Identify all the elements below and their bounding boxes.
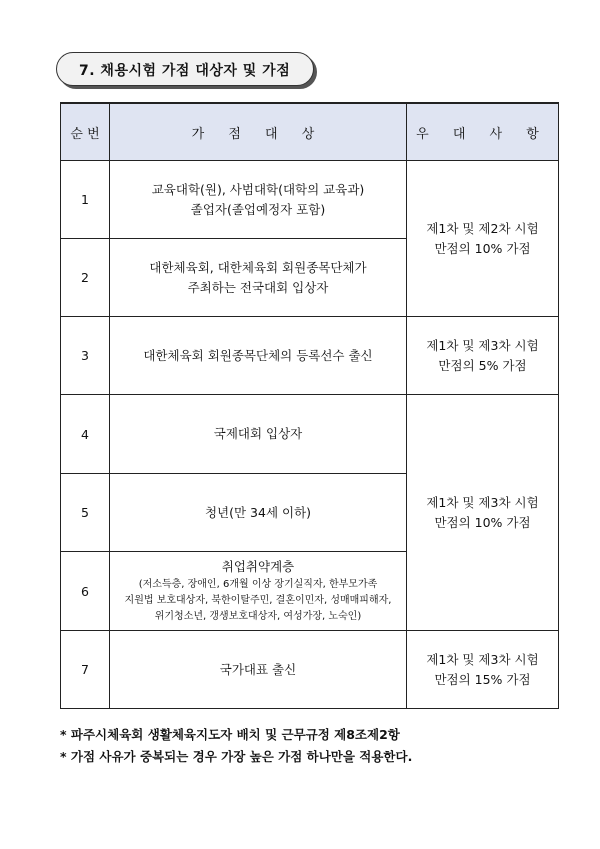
header-no: 순 번 bbox=[61, 103, 110, 161]
target-line: 대한체육회 회원종목단체의 등록선수 출신 bbox=[143, 347, 373, 363]
benefit-line: 제1차 및 제3차 시험 bbox=[426, 337, 539, 353]
table-header-row bbox=[61, 103, 559, 161]
row-target bbox=[110, 474, 407, 552]
benefit-line: 제1차 및 제3차 시험 bbox=[426, 494, 539, 510]
footnotes bbox=[60, 724, 412, 768]
row-number: 4 bbox=[61, 395, 110, 474]
benefit-line: 제1차 및 제3차 시험 bbox=[426, 651, 539, 667]
target-detail-line: (저소득층, 장애인, 6개월 이상 장기실직자, 한부모가족 bbox=[138, 579, 378, 590]
row-target bbox=[110, 317, 407, 395]
benefit-line: 제1차 및 제2차 시험 bbox=[426, 220, 539, 236]
row-number: 5 bbox=[61, 474, 110, 552]
target-line: 국가대표 출신 bbox=[219, 661, 297, 677]
target-line: 대한체육회, 대한체육회 회원종목단체가 bbox=[149, 259, 367, 275]
row-number: 1 bbox=[61, 161, 110, 239]
row-target bbox=[110, 552, 407, 631]
target-line: 주최하는 전국대회 입상자 bbox=[187, 279, 329, 295]
target-line: 졸업자(졸업예정자 포함) bbox=[190, 201, 326, 217]
bonus-points-table bbox=[60, 102, 559, 709]
row-benefit bbox=[407, 395, 559, 631]
target-line: 청년(만 34세 이하) bbox=[204, 504, 312, 520]
table-row bbox=[61, 317, 559, 395]
row-target bbox=[110, 631, 407, 709]
target-title: 취업취약계층 bbox=[221, 559, 295, 574]
row-number: 7 bbox=[61, 631, 110, 709]
table-row bbox=[61, 631, 559, 709]
row-benefit bbox=[407, 317, 559, 395]
row-number: 3 bbox=[61, 317, 110, 395]
benefit-line: 만점의 10% 가점 bbox=[434, 514, 531, 530]
row-benefit bbox=[407, 631, 559, 709]
row-target bbox=[110, 395, 407, 474]
footnote: * 가점 사유가 중복되는 경우 가장 높은 가점 하나만을 적용한다. bbox=[60, 749, 413, 764]
table-row bbox=[61, 395, 559, 474]
benefit-line: 만점의 5% 가점 bbox=[438, 357, 527, 373]
row-target bbox=[110, 239, 407, 317]
header-target: 가 점 대 상 bbox=[110, 103, 407, 161]
row-number: 2 bbox=[61, 239, 110, 317]
row-number: 6 bbox=[61, 552, 110, 631]
row-target bbox=[110, 161, 407, 239]
target-detail-line: 지원법 보호대상자, 북한이탈주민, 결혼이민자, 성매매피해자, bbox=[124, 595, 392, 606]
target-line: 교육대학(원), 사범대학(대학의 교육과) bbox=[151, 181, 365, 197]
benefit-line: 만점의 15% 가점 bbox=[434, 671, 531, 687]
table-row bbox=[61, 161, 559, 239]
section-title: 7. 채용시험 가점 대상자 및 가점 bbox=[79, 63, 291, 79]
target-line: 국제대회 입상자 bbox=[213, 426, 303, 441]
benefit-line: 만점의 10% 가점 bbox=[434, 240, 531, 256]
header-benefit: 우 대 사 항 bbox=[407, 103, 559, 161]
target-detail-line: 위기청소년, 갱생보호대상자, 여성가장, 노숙인) bbox=[154, 611, 362, 622]
section-title-box bbox=[56, 52, 314, 86]
row-benefit bbox=[407, 161, 559, 317]
footnote: * 파주시체육회 생활체육지도자 배치 및 근무규정 제8조제2항 bbox=[60, 727, 400, 742]
